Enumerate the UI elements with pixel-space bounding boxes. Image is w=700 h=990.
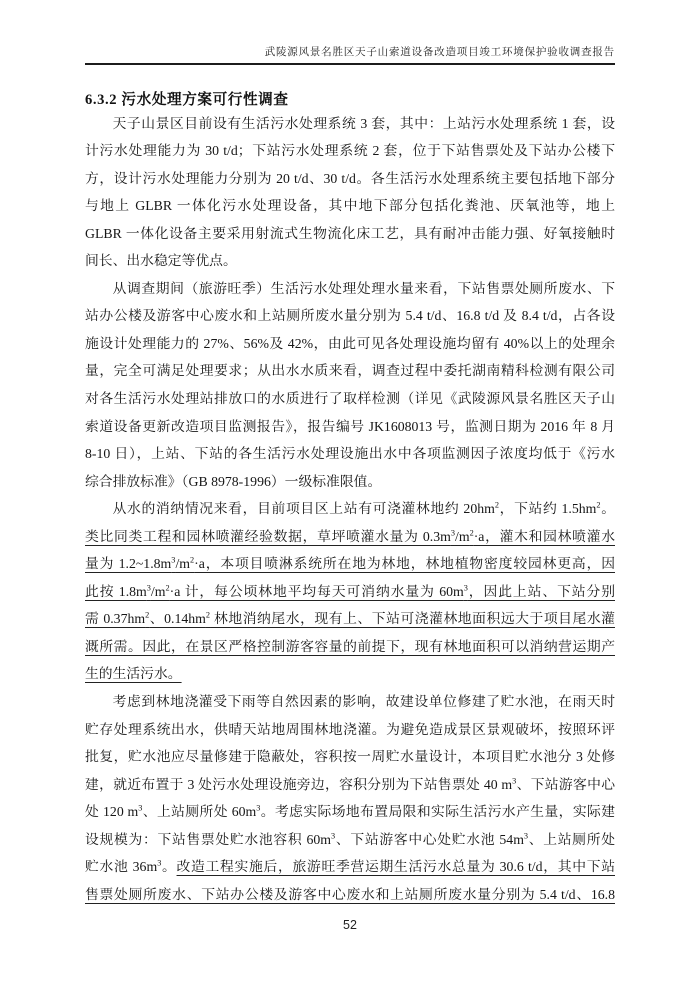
text-line [85,660,615,688]
superscript: 3 [256,803,261,813]
text-run: 方，设计污水处理能力分别为 20 t/d、30 t/d。各生活污水处理系统主要包括地下部分 [85,170,615,186]
text-run: 计污水处理能力为 30 t/d；下站污水处理系统 2 套，位于下站售票处及下站办公楼下 [85,143,615,159]
superscript: 3 [523,831,529,841]
text-line [85,110,615,138]
text-line [85,881,615,909]
text-line [85,413,615,441]
text-run: 处 120 $m^3$、上站厕所处 $60m^3$。考虑实际场地布置局限和实际生活污水产生量，实际建 [85,803,615,820]
text-run: 量，完全可满足处理要求；从出水水质来看，调查过程中委托湖南精科检测有限公司 [85,363,615,379]
text-line [85,220,615,248]
text-run: 贮存处理系统出水，供晴天站地周围林地浇灌。为避免造成景区景观破坏，按照环评 [85,721,615,737]
text-run: 考虑到林地浇灌受下雨等自然因素的影响，故建设单位修建了贮水池，在雨天时 [112,693,615,709]
superscript: 3 [146,583,151,593]
text-line [85,275,615,303]
superscript: 3 [138,803,143,813]
text-line [85,137,615,165]
document-body [85,110,615,909]
text-run: 站办公楼及游客中心废水和上站厕所废水量分别为 5.4 t/d、16.8 t/d 及 8.4 t/d，占各设 [85,308,615,324]
text-run: 售票处厕所废水、下站办公楼及游客中心废水和上站厕所废水量分别为 5.4 t/d、16.8 [85,886,615,902]
text-line [85,357,615,385]
superscript: 3 [463,583,468,593]
text-line [85,468,615,496]
text-run: 此按 $1.8m^3/m^2\cdot a$ 计，每公顷林地平均每天可消纳水量为 $60m^3$，因此上站、下站分别 [85,583,615,599]
text-run: 综合排放标准》（GB 8978-1996）一级标准限值。 [85,473,382,489]
text-run: 施设计处理能力的 27%、56%及 42%，由此可见各处理设施均留有 40%以上的处理余 [85,335,615,351]
text-run: 天子山景区目前设有生活污水处理系统 3 套，其中：上站污水处理系统 1 套，设 [112,115,615,131]
superscript: 2 [145,610,150,620]
text-line [85,853,615,881]
text-line [85,165,615,193]
text-run: 批复，贮水池应尽量修建于隐蔽处，容积按一周贮水量设计，本项目贮水池分 3 处修 [85,749,615,765]
superscript: 3 [331,831,336,841]
text-line [85,523,615,551]
superscript: 2 [190,555,195,565]
text-run: 8-10 日），上站、下站的各生活污水处理设施出水中各项监测因子浓度均低于《污水 [85,446,615,462]
paragraph [85,495,615,688]
text-run: 生的生活污水。 [85,666,182,682]
text-line [85,495,615,523]
text-line [85,771,615,799]
text-run: 从水的消纳情况来看，目前项目区上站有可浇灌林地约 $20hm^2$，下站约 $1.5hm^2$。 [112,500,615,517]
text-run: 索道设备更新改造项目监测报告》，报告编号 JK1608013 号，监测日期为 2016 年 8 月 [85,418,615,434]
text-line [85,633,615,661]
superscript: 2 [469,528,474,538]
text-line [85,578,615,606]
text-run: 贮水池 $36m^3$。 [85,858,177,875]
superscript: 3 [171,555,176,565]
text-run: 与地上 GLBR 一体化污水处理设备，其中地下部分包括化粪池、厌氧池等，地上 [85,198,615,214]
text-line [85,302,615,330]
text-line [85,688,615,716]
text-line [85,192,615,220]
header-title: 武陵源风景名胜区天子山索道设备改造项目竣工环境保护验收调查报告 [264,47,615,58]
text-run: 溉所需。因此，在景区严格控制游客容量的前提下，现有林地面积可以消纳营运期产 [85,638,615,654]
header-rule [85,63,615,65]
page-number: 52 [343,918,357,932]
paragraph [85,688,615,908]
text-run: 从调查期间（旅游旺季）生活污水处理处理水量来看，下站售票处厕所废水、下 [112,280,615,296]
text-run: 量为 $1.2\sim 1.8m^3/m^2\cdot a$，本项目喷淋系统所在地为林地，林地植物密度较园林更高，因 [85,555,615,572]
superscript: 2 [165,583,170,593]
paragraph [85,275,615,495]
superscript: 2 [596,500,601,510]
text-line [85,330,615,358]
section-heading: 6.3.2 污水处理方案可行性调查 [85,92,289,108]
text-line [85,550,615,578]
text-line [85,798,615,826]
superscript: 2 [494,500,499,510]
text-run: 对各生活污水处理站排放口的水质进行了取样检测（详见《武陵源风景名胜区天子山 [85,390,615,406]
text-run: 间长、出水稳定等优点。 [85,253,237,269]
text-line [85,440,615,468]
text-line [85,826,615,854]
text-run: 类比同类工程和园林喷灌经验数据，草坪喷灌水量为 $0.3m^3/m^2\cdot a$，灌木和园林喷灌水 [85,528,615,544]
paragraph [85,110,615,275]
text-run: GLBR 一体化设备主要采用射流式生物流化床工艺，具有耐冲击能力强、好氧接触时 [85,225,615,241]
underlined-text-run: 改造工程实施后，旅游旺季营运期生活污水总量为 30.6 t/d，其中下站 [176,859,615,875]
page-footer [0,916,700,934]
text-line [85,605,615,633]
text-line [85,716,615,744]
text-line [85,385,615,413]
superscript: 3 [157,858,162,868]
text-run: 设规模为：下站售票处贮水池容积 $60m^3$、下站游客中心处贮水池 $54m^3$、上站厕所处 [85,831,615,847]
superscript: 3 [450,528,455,538]
text-run: 需 $0.37hm^2$、$0.14hm^2$ 林地消纳尾水，现有上、下站可浇灌林地面积远大于项目尾水灌 [85,610,615,627]
text-run: 建，就近布置于 3 处污水处理设施旁边，容积分别为下站售票处 40 $m^3$、下站游客中心 [85,776,615,792]
text-line [85,743,615,771]
superscript: 2 [205,610,211,620]
text-line [85,247,615,275]
superscript: 3 [512,776,517,786]
